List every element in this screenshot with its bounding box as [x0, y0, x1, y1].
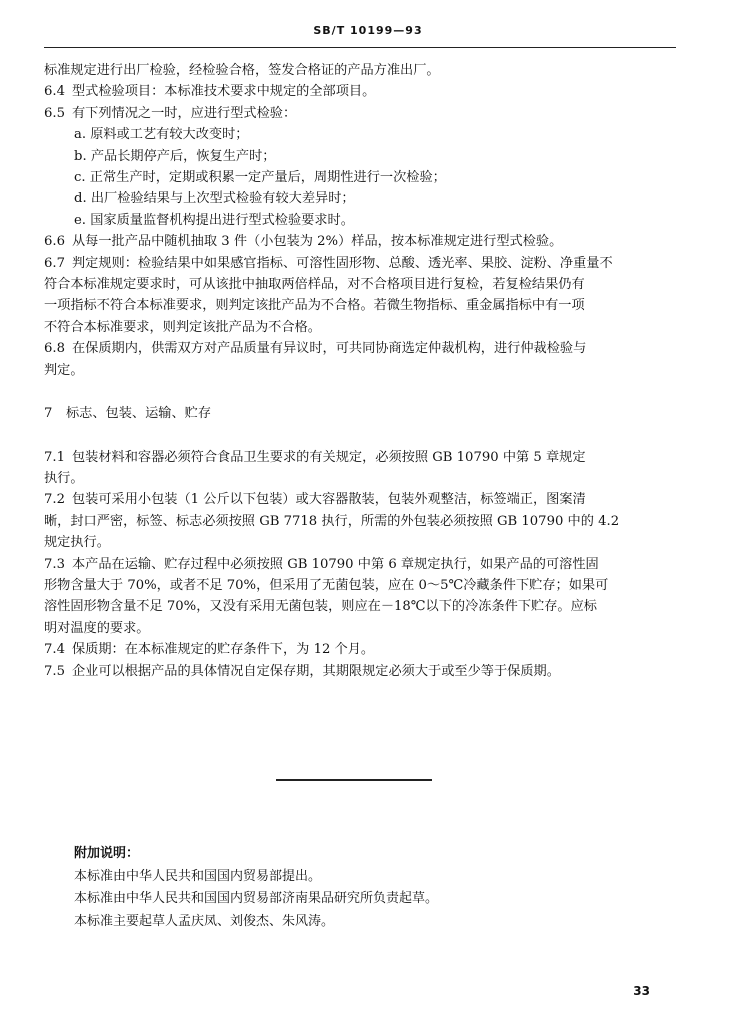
- clause-6-4: [44, 81, 674, 102]
- clause-7-3: [44, 554, 674, 575]
- list-item-a: a. 原料或工艺有较大改变时；: [74, 127, 249, 143]
- clause-text: 判定规则：检验结果中如果感官指标、可溶性固形物、总酸、透光率、果胶、淀粉、净重量不: [72, 255, 613, 271]
- clause-number: 6.7: [44, 255, 65, 271]
- clause-number: 7.4: [44, 642, 65, 658]
- clause-7-1: [44, 447, 674, 468]
- clause-number: 7.1: [44, 449, 65, 465]
- clause-text: 有下列情况之一时，应进行型式检验：: [72, 105, 297, 121]
- clause-number: 7.5: [44, 663, 65, 679]
- section-title: 标志、包装、运输、贮存: [66, 406, 212, 422]
- clause-6-7-line: 符合本标准规定要求时，可从该批中抽取两倍样品，对不合格项目进行复检，若复检结果仍有: [44, 277, 585, 293]
- list-item-d: d. 出厂检验结果与上次型式检验有较大差异时；: [74, 191, 355, 207]
- continuation-line: 标准规定进行出厂检验，经检验合格，签发合格证的产品方准出厂。: [44, 63, 440, 78]
- page-number: 33: [633, 984, 650, 998]
- notes-line: 本标准主要起草人孟庆凤、刘俊杰、朱风涛。: [74, 913, 335, 929]
- clause-number: 6.6: [44, 234, 65, 250]
- clause-6-7: [44, 253, 674, 274]
- clause-7-4: [44, 639, 674, 660]
- list-item-b: b. 产品长期停产后，恢复生产时；: [74, 148, 276, 164]
- clause-number: 7.2: [44, 492, 65, 508]
- clause-6-7-line: 不符合本标准要求，则判定该批产品为不合格。: [44, 319, 321, 335]
- spacer: [44, 425, 674, 447]
- section-number: 7: [44, 406, 53, 422]
- clause-text: 从每一批产品中随机抽取 3 件（小包装为 2%）样品，按本标准规定进行型式检验。: [72, 234, 563, 250]
- clause-6-5: [44, 103, 674, 124]
- clause-7-2-line: 晰，封口严密，标签、标志必须按照 GB 7718 执行，所需的外包装必须按照 GB 10790 中的 4.2: [44, 513, 620, 529]
- clause-6-8: [44, 338, 674, 359]
- header-rule: [44, 47, 676, 48]
- clause-text: 本产品在运输、贮存过程中必须按照 GB 10790 中第 6 章规定执行，如果产品的可溶性固: [72, 556, 599, 572]
- clause-text: 在保质期内，供需双方对产品质量有异议时，可共同协商选定仲裁机构，进行仲裁检验与: [72, 341, 587, 357]
- notes-line: 本标准由中华人民共和国国内贸易部提出。: [74, 868, 322, 884]
- clause-text: 包装材料和容器必须符合食品卫生要求的有关规定，必须按照 GB 10790 中第 5 章规定: [72, 449, 586, 465]
- list-item-c: c. 正常生产时，定期或积累一定产量后，周期性进行一次检验；: [74, 170, 446, 186]
- clause-7-2-line: 规定执行。: [44, 535, 110, 551]
- clause-text: 型式检验项目：本标准技术要求中规定的全部项目。: [72, 84, 376, 100]
- clause-number: 7.3: [44, 556, 65, 572]
- end-rule: [276, 779, 432, 781]
- additional-notes: [74, 843, 438, 933]
- clause-number: 6.4: [44, 84, 65, 100]
- clause-7-5: [44, 661, 674, 682]
- clause-6-8-line: 判定。: [44, 362, 84, 378]
- notes-heading: 附加说明：: [74, 846, 140, 861]
- spacer: [44, 381, 674, 403]
- clause-7-3-line: 形物含量大于 70%，或者不足 70%，但采用了无菌包装，应在 0～5℃冷藏条件下贮存；如果可: [44, 577, 609, 593]
- clause-number: 6.8: [44, 341, 65, 357]
- clause-text: 包装可采用小包装（1 公斤以下包装）或大容器散装，包装外观整洁，标签端正，图案清: [72, 492, 586, 508]
- clause-7-1-line: 执行。: [44, 470, 84, 486]
- clause-7-3-line: 明对温度的要求。: [44, 620, 150, 636]
- clause-text: 保质期：在本标准规定的贮存条件下，为 12 个月。: [72, 642, 375, 658]
- clause-6-7-line: 一项指标不符合本标准要求，则判定该批产品为不合格。若微生物指标、重金属指标中有一项: [44, 298, 585, 314]
- clause-6-6: [44, 231, 674, 252]
- clause-text: 企业可以根据产品的具体情况自定保存期，其期限规定必须大于或至少等于保质期。: [72, 663, 560, 679]
- notes-line: 本标准由中华人民共和国国内贸易部济南果品研究所负责起草。: [74, 891, 439, 906]
- clause-7-2: [44, 489, 674, 510]
- body-text: [44, 60, 674, 682]
- clause-7-3-line: 溶性固形物含量不足 70%，又没有采用无菌包装，则应在－18℃以下的冷冻条件下贮存。应标: [44, 599, 597, 615]
- list-item-e: e. 国家质量监督机构提出进行型式检验要求时。: [74, 212, 354, 228]
- section-7-title: [44, 403, 674, 424]
- clause-number: 6.5: [44, 105, 65, 121]
- standard-code-header: SB/T 10199—93: [313, 24, 423, 37]
